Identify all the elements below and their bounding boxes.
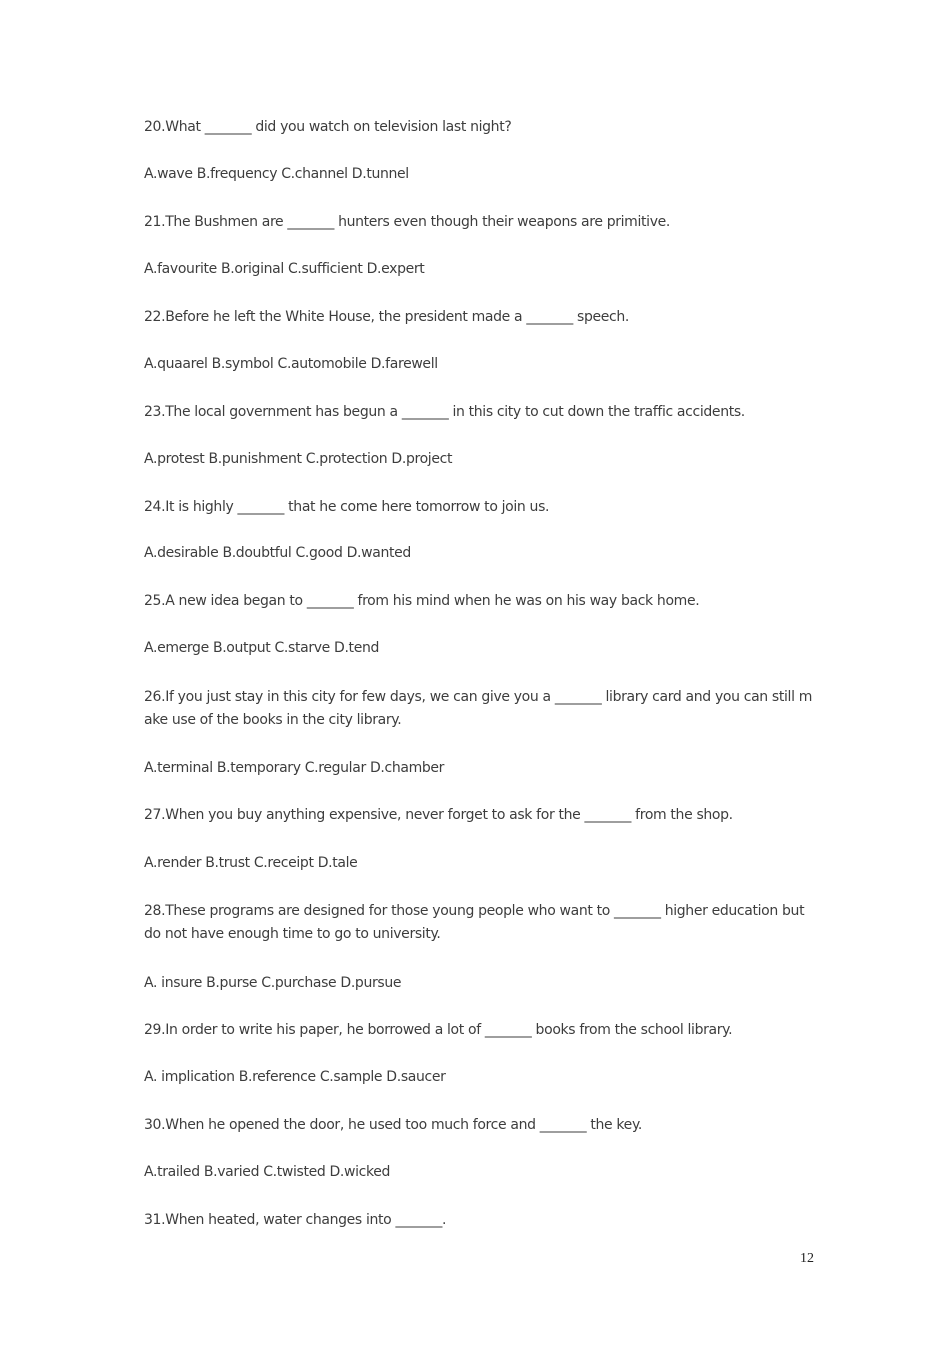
question-27: 27.When you buy anything expensive, never forget to ask for the _______ from the shop. (144, 807, 733, 823)
options-24: A.desirable B.doubtful C.good D.wanted (144, 545, 411, 561)
question-30: 30.When he opened the door, he used too much force and _______ the key. (144, 1117, 642, 1133)
options-23: A.protest B.punishment C.protection D.project (144, 451, 453, 467)
question-20: 20.What _______ did you watch on television last night? (144, 119, 512, 135)
question-22: 22.Before he left the White House, the president made a _______ speech. (144, 309, 630, 325)
options-29: A. implication B.reference C.sample D.saucer (144, 1069, 446, 1085)
question-23: 23.The local government has begun a _______ in this city to cut down the traffic accidents. (144, 404, 745, 420)
question-26: 26.If you just stay in this city for few days, we can give you a _______ library card and you can still m ake use of the books in the city library. (144, 689, 813, 728)
question-21: 21.The Bushmen are _______ hunters even though their weapons are primitive. (144, 214, 670, 230)
options-27: A.render B.trust C.receipt D.tale (144, 855, 358, 871)
question-25: 25.A new idea began to _______ from his mind when he was on his way back home. (144, 593, 700, 609)
question-24: 24.It is highly _______ that he come here tomorrow to join us. (144, 499, 550, 515)
options-26: A.terminal B.temporary C.regular D.chamber (144, 760, 445, 776)
options-28: A. insure B.purse C.purchase D.pursue (144, 975, 402, 991)
options-30: A.trailed B.varied C.twisted D.wicked (144, 1164, 391, 1180)
options-20: A.wave B.frequency C.channel D.tunnel (144, 166, 409, 182)
options-25: A.emerge B.output C.starve D.tend (144, 640, 380, 656)
options-21: A.favourite B.original C.sufficient D.expert (144, 261, 425, 277)
question-29: 29.In order to write his paper, he borrowed a lot of _______ books from the school library. (144, 1022, 733, 1038)
page-number: 12 (800, 1251, 814, 1266)
options-22: A.quaarel B.symbol C.automobile D.farewell (144, 356, 438, 372)
question-28: 28.These programs are designed for those young people who want to _______ higher education but do not have enough time to go to university. (144, 903, 805, 942)
question-31: 31.When heated, water changes into _______. (144, 1212, 447, 1228)
